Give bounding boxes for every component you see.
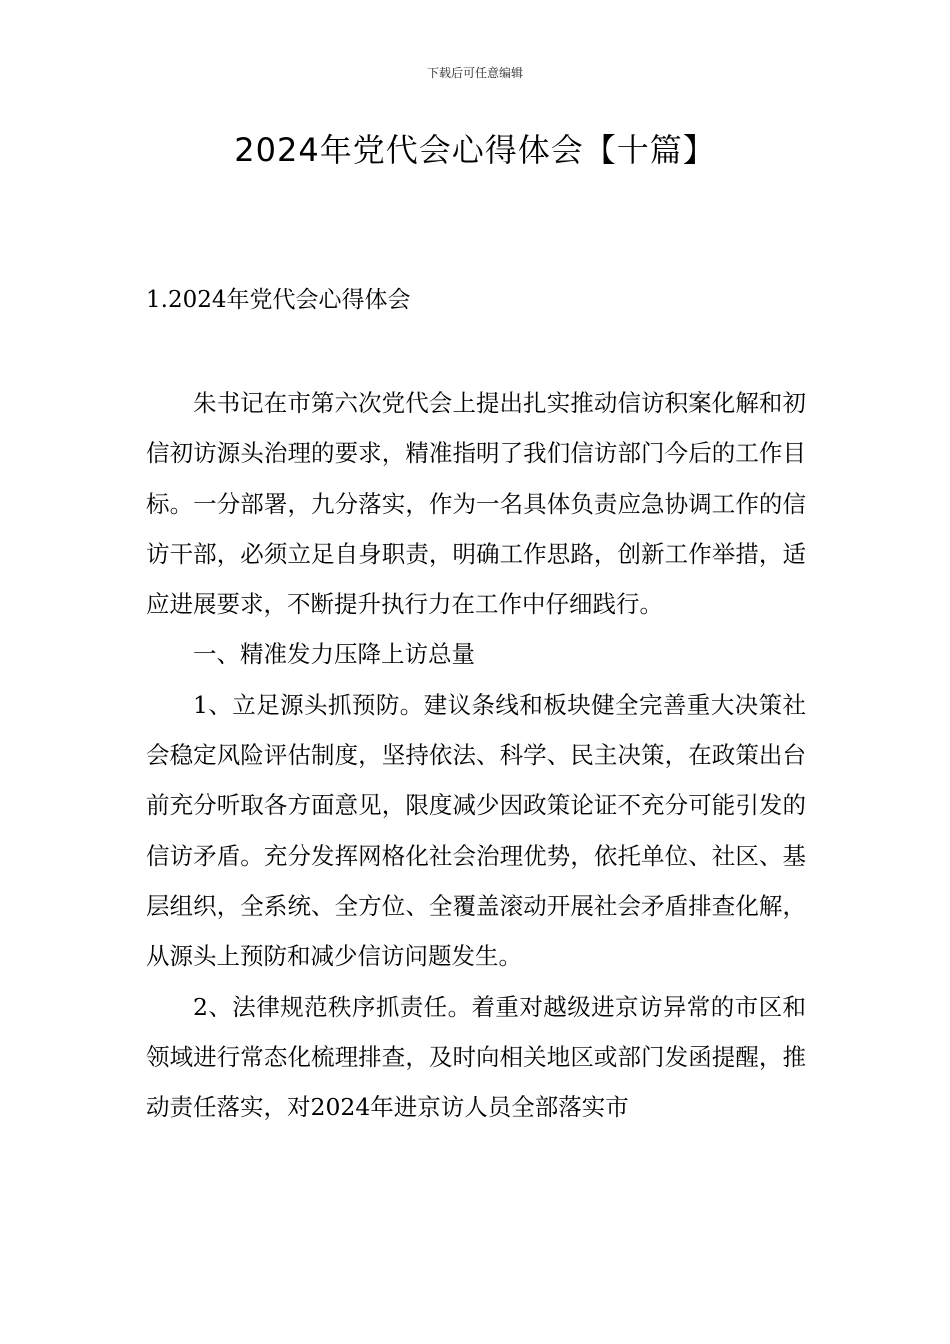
document-body [146, 378, 806, 1132]
document-title: 2024年党代会心得体会【十篇】 [234, 131, 716, 169]
section-heading: 1.2024年党代会心得体会 [146, 287, 411, 313]
paragraph-point-1: 1、立足源头抓预防。建议条线和板块健全完善重大决策社会稳定风险评估制度，坚持依法、科学、民主决策，在政策出台前充分听取各方面意见，限度减少因政策论证不充分可能引发的信访矛盾。充分发挥网格化社会治理优势，依托单位、社区、基层组织，全系统、全方位、全覆盖滚动开展社会矛盾排查化解，从源头上预防和减少信访问题发生。 [146, 690, 806, 971]
paragraph-point-2: 2、法律规范秩序抓责任。着重对越级进京访异常的市区和领域进行常态化梳理排查，及时向相关地区或部门发函提醒，推动责任落实，对2024年进京访人员全部落实市 [146, 992, 806, 1122]
paragraph-intro: 朱书记在市第六次党代会上提出扎实推动信访积案化解和初信初访源头治理的要求，精准指明了我们信访部门今后的工作目标。一分部署，九分落实，作为一名具体负责应急协调工作的信访干部，必须立足自身职责，明确工作思路，创新工作举措，适应进展要求，不断提升执行力在工作中仔细践行。 [146, 389, 806, 619]
page-header-note: 下载后可任意编辑 [426, 66, 523, 80]
paragraph-subheading: 一、精准发力压降上访总量 [193, 640, 475, 669]
